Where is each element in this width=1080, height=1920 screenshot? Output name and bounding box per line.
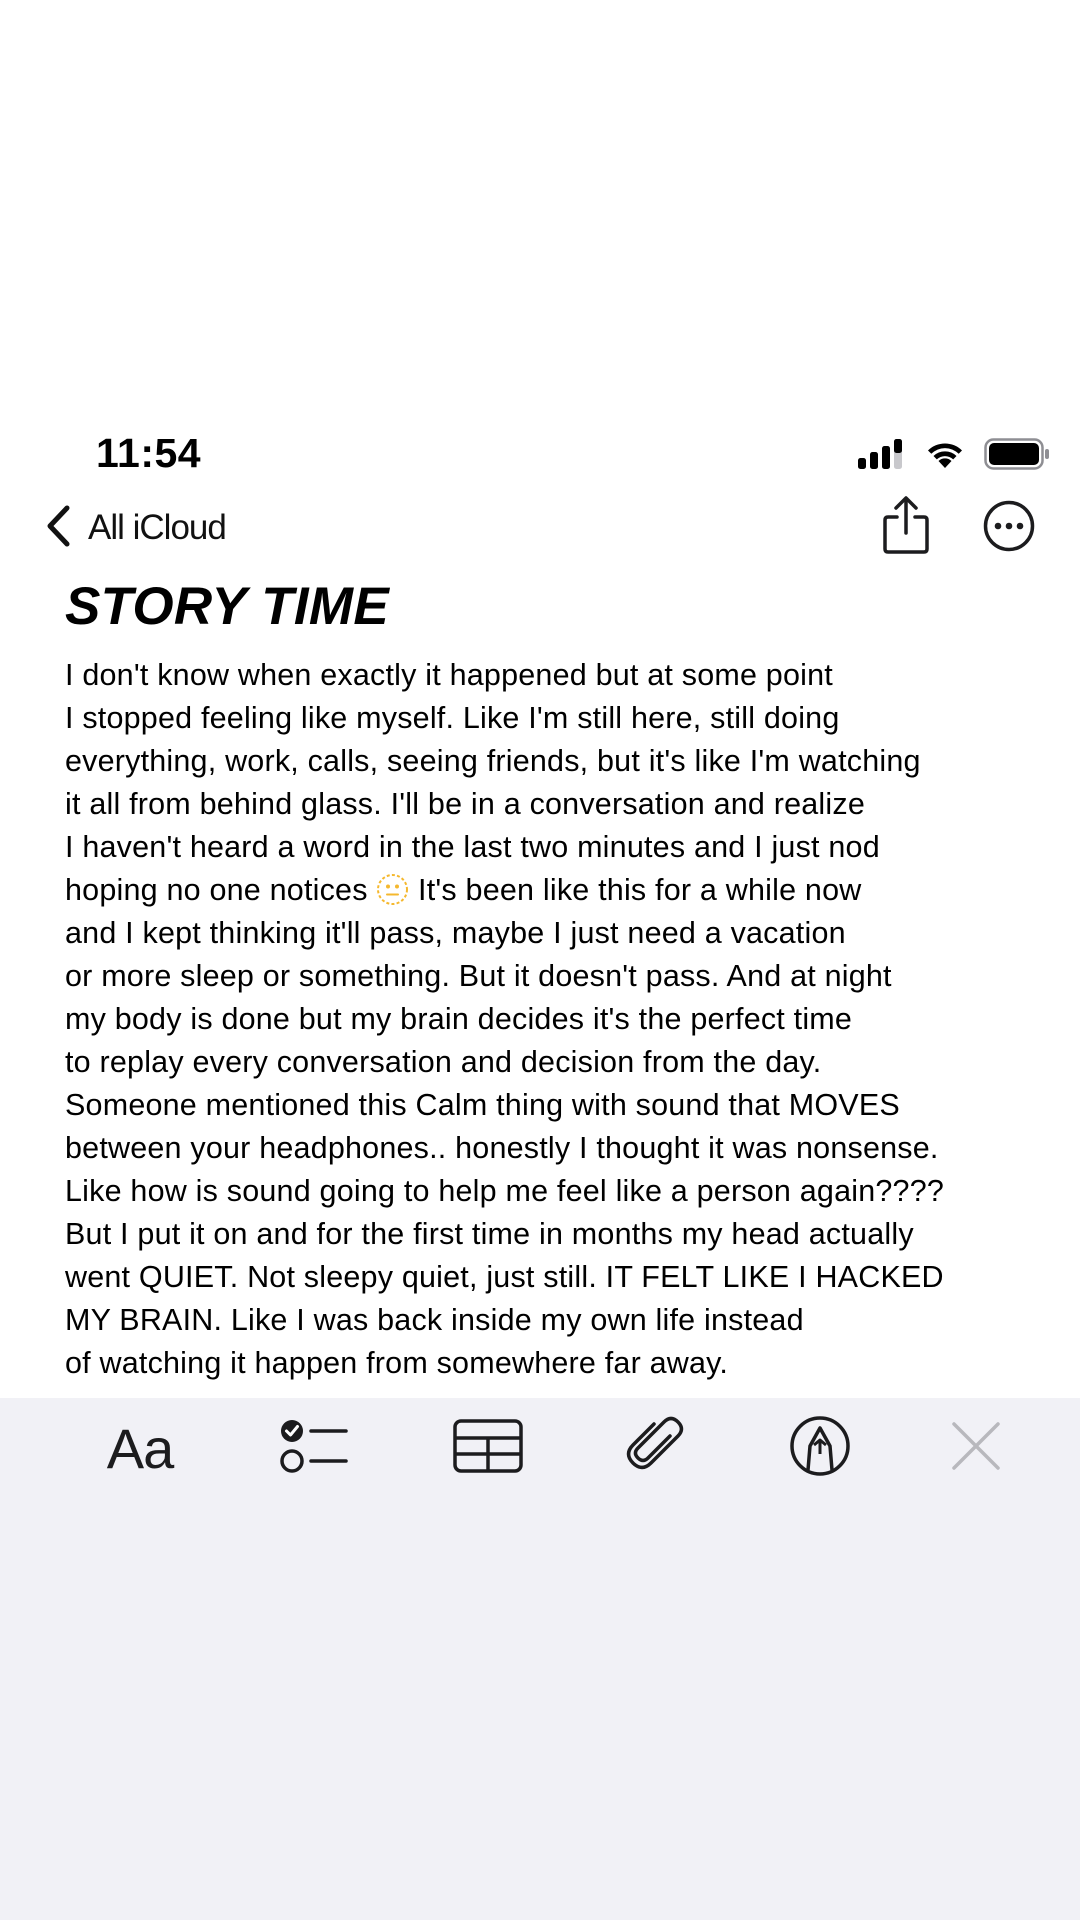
note-editor[interactable]	[65, 572, 1055, 1385]
note-line: I stopped feeling like myself. Like I'm still here, still doing	[65, 701, 840, 735]
status-icons	[858, 438, 1050, 470]
note-line: I haven't heard a word in the last two minutes and I just nod	[65, 830, 880, 864]
note-line: I don't know when exactly it happened but at some point	[65, 658, 833, 692]
note-line: my body is done but my brain decides it's the perfect time	[65, 1002, 853, 1036]
note-line: everything, work, calls, seeing friends, but it's like I'm watching	[65, 744, 921, 778]
checklist-button[interactable]	[278, 1416, 350, 1480]
close-toolbar-button[interactable]	[948, 1416, 1004, 1480]
share-icon	[880, 542, 932, 559]
note-line: it all from behind glass. I'll be in a conversation and realize	[65, 787, 865, 821]
note-line: MY BRAIN. Like I was back inside my own life instead	[65, 1303, 804, 1337]
markup-pen-icon	[788, 1414, 852, 1483]
neutral-face-emoji	[376, 873, 409, 906]
status-bar	[0, 420, 1080, 490]
note-line: But I put it on and for the first time in months my head actually	[65, 1217, 914, 1251]
note-line: or more sleep or something. But it doesn't pass. And at night	[65, 959, 892, 993]
close-icon	[948, 1418, 1004, 1479]
more-options-button[interactable]	[982, 499, 1036, 553]
wifi-icon	[924, 439, 966, 469]
formatting-toolbar	[0, 1398, 1080, 1498]
status-time: 11:54	[96, 430, 202, 476]
back-button-label: All iCloud	[88, 508, 226, 547]
format-label: Aa	[106, 1416, 174, 1480]
checklist-icon	[278, 1414, 350, 1483]
note-line: Someone mentioned this Calm thing with sound that MOVES	[65, 1088, 900, 1122]
battery-icon	[984, 438, 1050, 470]
note-line-segment: It's been like this for a while now	[418, 873, 862, 907]
nav-bar	[0, 495, 1080, 561]
attachment-button[interactable]	[624, 1416, 688, 1480]
note-line: between your headphones.. honestly I thought it was nonsense.	[65, 1131, 939, 1165]
note-title[interactable]: STORY TIME	[65, 577, 390, 636]
chevron-left-icon	[44, 504, 72, 553]
note-line	[65, 869, 1055, 912]
note-line-segment: hoping no one notices	[65, 873, 368, 907]
note-line: of watching it happen from somewhere far away.	[65, 1346, 729, 1380]
paperclip-icon	[624, 1414, 688, 1483]
note-body[interactable]	[65, 654, 1055, 1385]
note-line: and I kept thinking it'll pass, maybe I just need a vacation	[65, 916, 846, 950]
note-line: went QUIET. Not sleepy quiet, just still. IT FELT LIKE I HACKED	[65, 1260, 944, 1294]
back-button[interactable]	[44, 501, 226, 555]
format-button[interactable]	[100, 1416, 180, 1480]
share-button[interactable]	[880, 495, 932, 555]
note-line: to replay every conversation and decision from the day.	[65, 1045, 822, 1079]
cellular-signal-icon	[858, 438, 906, 470]
markup-button[interactable]	[788, 1416, 852, 1480]
table-icon	[452, 1417, 524, 1480]
table-button[interactable]	[452, 1416, 524, 1480]
note-line: Like how is sound going to help me feel like a person again????	[65, 1174, 945, 1208]
more-options-icon	[982, 540, 1036, 557]
keyboard-toolbar-area	[0, 1398, 1080, 1920]
